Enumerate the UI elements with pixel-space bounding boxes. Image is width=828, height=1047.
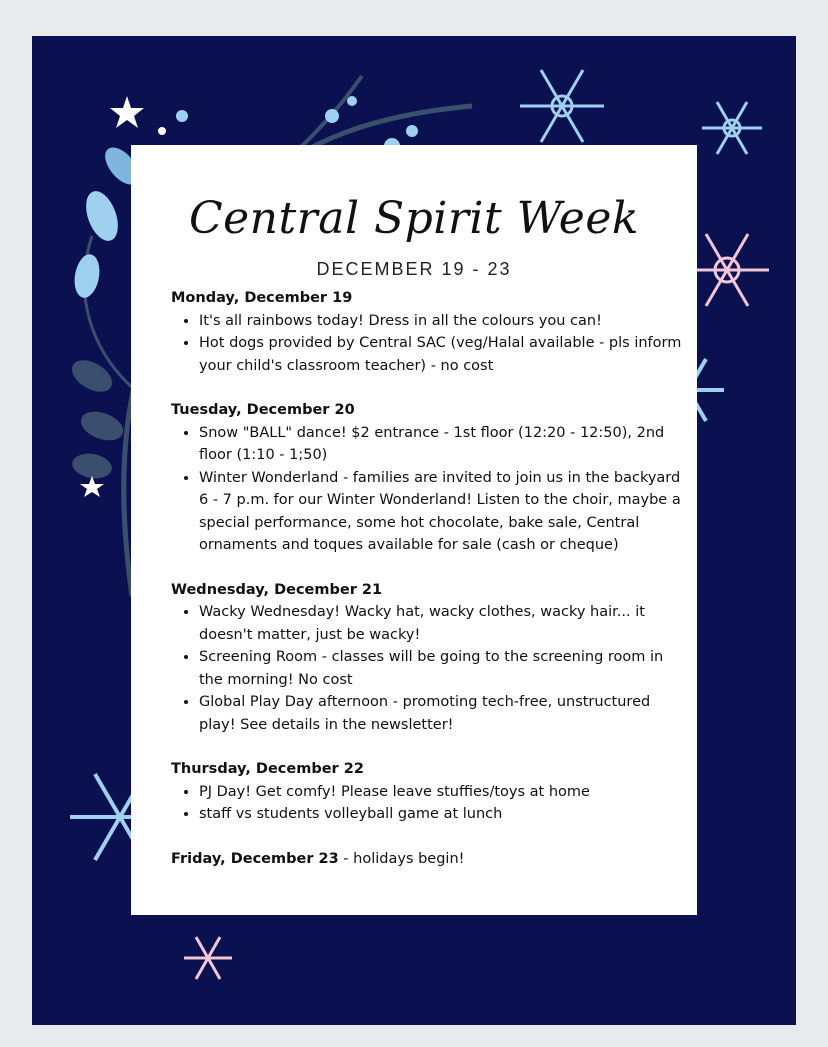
content-card <box>131 145 697 915</box>
day-section <box>171 287 691 377</box>
star-icon <box>110 96 144 128</box>
day-heading: Wednesday, December 21 <box>171 581 383 598</box>
friday-section <box>171 848 691 871</box>
activity-list <box>171 781 691 826</box>
list-item: • Screening Room - classes will be going to the screening room in the morning! No cost <box>199 646 691 691</box>
activity-list <box>171 310 691 378</box>
date-range: DECEMBER 19 - 23 <box>316 259 512 279</box>
snowflake-icon <box>520 70 604 142</box>
snowflake-icon <box>184 937 232 979</box>
friday-note: - holidays begin! <box>338 850 465 867</box>
star-icon <box>80 476 104 497</box>
snowflake-icon <box>685 234 769 306</box>
day-heading: Friday, December 23 <box>171 850 339 867</box>
activity-list <box>171 422 691 557</box>
day-section <box>171 758 691 826</box>
list-item: • Winter Wonderland - families are invited to join us in the backyard 6 - 7 p.m. for our Winter Wonderland! Listen to the choir, maybe a special performance, some hot chocolate, bake sale, Central ornaments and toques available for sale (cash or cheque) <box>199 467 691 557</box>
day-section <box>171 579 691 737</box>
list-item: • Snow "BALL" dance! $2 entrance - 1st floor (12:20 - 12:50), 2nd floor (1:10 - 1;50) <box>199 422 691 467</box>
day-heading: Thursday, December 22 <box>171 761 364 777</box>
list-item: • Global Play Day afternoon - promoting tech-free, unstructured play! See details in the newsletter! <box>199 691 691 736</box>
poster <box>32 36 796 1025</box>
list-item: • Wacky Wednesday! Wacky hat, wacky clothes, wacky hair... it doesn't matter, just be wacky! <box>199 601 691 646</box>
list-item: • Hot dogs provided by Central SAC (veg/Halal available - pls inform your child's classroom teacher) - no cost <box>199 332 691 377</box>
day-heading: Monday, December 19 <box>171 290 353 306</box>
page-title: Central Spirit Week <box>188 193 640 244</box>
day-heading: Tuesday, December 20 <box>171 402 355 418</box>
list-item: • It's all rainbows today! Dress in all the colours you can! <box>199 310 691 333</box>
schedule <box>171 287 691 892</box>
list-item: • staff vs students volleyball game at lunch <box>199 803 691 826</box>
day-section <box>171 399 691 557</box>
snowflake-icon <box>702 102 762 154</box>
activity-list <box>171 601 691 736</box>
list-item: • PJ Day! Get comfy! Please leave stuffies/toys at home <box>199 781 691 804</box>
